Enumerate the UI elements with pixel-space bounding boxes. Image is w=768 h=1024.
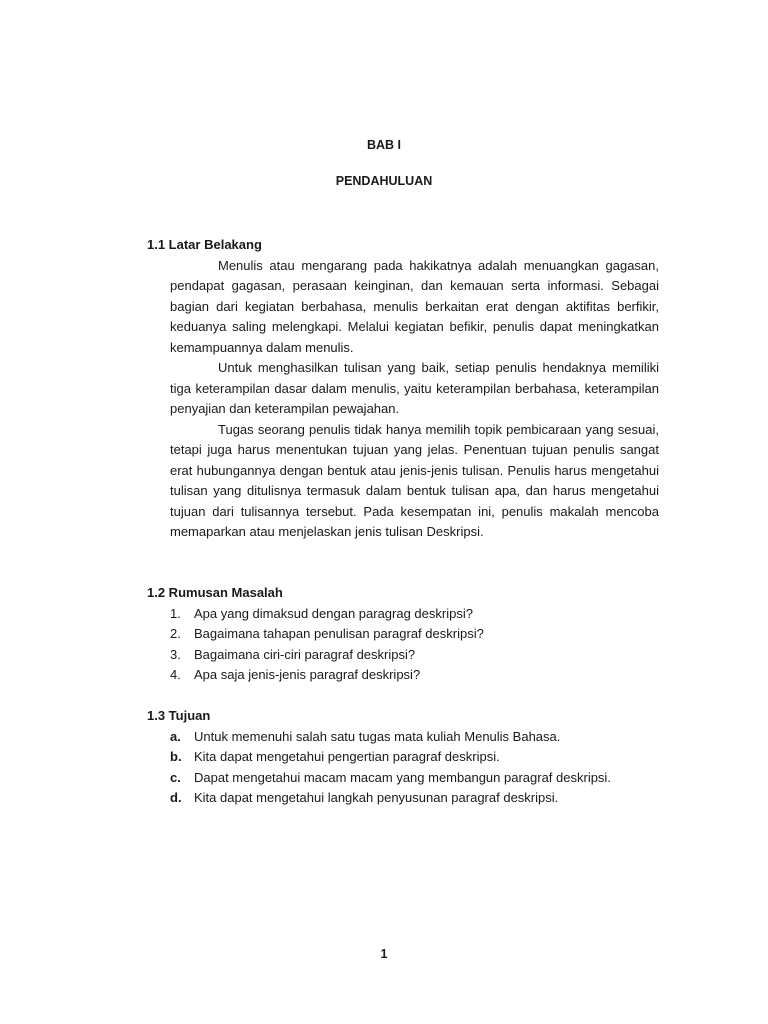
list-item	[147, 624, 659, 645]
list-marker: 1.	[170, 605, 181, 621]
paragraph: Tugas seorang penulis tidak hanya memilih topik pembicaraan yang sesuai, tetapi juga harus menentukan tujuan yang jelas. Penentuan tujuan penulis sangat erat hubungannya dengan bentuk atau jenis-jenis tulisan. Penulis harus mengetahui tulisan yang ditulisnya termasuk dalam bentuk tulisan apa, dan harus mengetahui tujuan dari tulisannya tersebut. Pada kesempatan ini, penulis makalah mencoba memaparkan atau menjelaskan jenis tulisan Deskripsi.	[170, 421, 659, 539]
section-tujuan	[147, 706, 659, 809]
page-number: 1	[380, 947, 388, 961]
numbered-list	[147, 604, 659, 686]
list-item	[147, 665, 659, 686]
chapter-label: BAB I	[366, 138, 402, 152]
list-marker: 4.	[170, 667, 181, 682]
section-heading: 1.1 Latar Belakang	[147, 237, 262, 252]
section-heading: 1.3 Tujuan	[147, 708, 211, 723]
list-item	[147, 645, 659, 666]
list-item	[147, 747, 659, 768]
list-marker: d.	[170, 790, 182, 805]
paragraph: Menulis atau mengarang pada hakikatnya adalah menuangkan gagasan, pendapat gagasan, perasaan keinginan, dan kemauan serta informasi. Sebagai bagian dari kegiatan berbahasa, menulis berkaitan erat dengan aktifitas berfikir, keduanya saling melengkapi. Melalui kegiatan befikir, penulis dapat meningkatkan kemampuannya dalam menulis.	[170, 257, 659, 355]
list-item-text: Untuk memenuhi salah satu tugas mata kuliah Menulis Bahasa.	[194, 728, 561, 744]
list-item-text: Apa saja jenis-jenis paragraf deskripsi?	[194, 667, 421, 682]
list-item-text: Kita dapat mengetahui langkah penyusunan paragraf deskripsi.	[194, 790, 559, 805]
list-marker: a.	[170, 728, 181, 744]
list-item	[147, 604, 659, 625]
section-heading: 1.2 Rumusan Masalah	[147, 585, 283, 600]
section-rumusan-masalah	[147, 583, 659, 686]
list-item	[147, 727, 659, 748]
lettered-list	[147, 727, 659, 809]
list-marker: 2.	[170, 626, 181, 641]
list-item-text: Bagaimana tahapan penulisan paragraf deskripsi?	[194, 626, 484, 641]
list-marker: 3.	[170, 646, 181, 662]
list-item	[147, 788, 659, 809]
list-item-text: Dapat mengetahui macam macam yang membangun paragraf deskripsi.	[194, 769, 611, 785]
list-item-text: Kita dapat mengetahui pengertian paragraf deskripsi.	[194, 749, 500, 764]
list-marker: c.	[170, 769, 181, 785]
list-item-text: Apa yang dimaksud dengan paragrag deskripsi?	[194, 605, 473, 621]
list-item-text: Bagaimana ciri-ciri paragraf deskripsi?	[194, 646, 416, 662]
list-item	[147, 768, 659, 789]
list-marker: b.	[170, 749, 182, 764]
paragraph: Untuk menghasilkan tulisan yang baik, setiap penulis hendaknya memiliki tiga keterampilan dasar dalam menulis, yaitu keterampilan berbahasa, keterampilan penyajian dan keterampilan pewajahan.	[170, 360, 659, 416]
section-latar-belakang	[147, 235, 659, 543]
chapter-title: PENDAHULUAN	[335, 174, 433, 188]
